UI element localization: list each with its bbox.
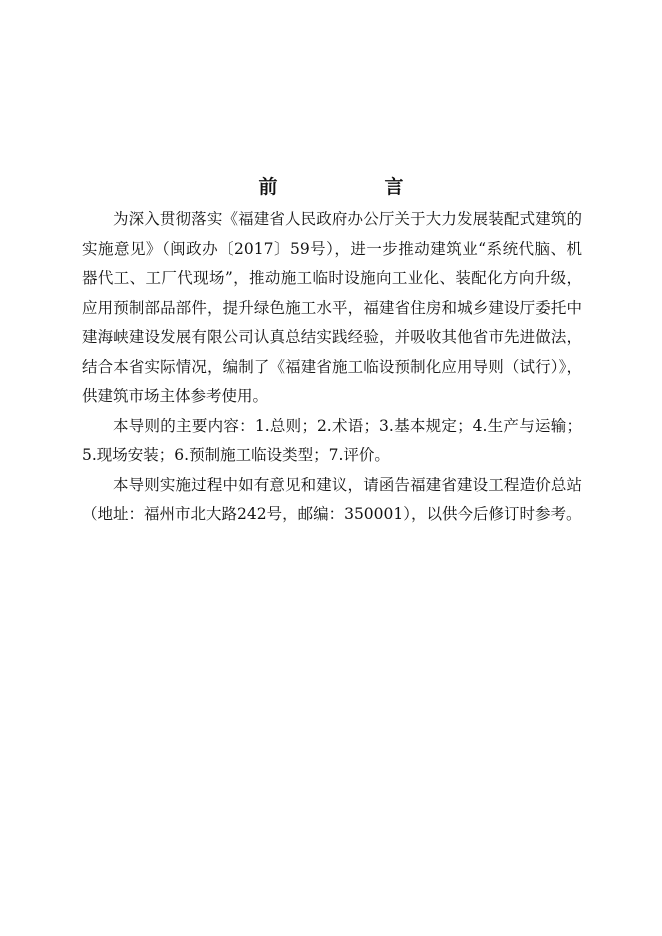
page-title: 前 言 bbox=[258, 176, 448, 198]
paragraph-feedback: 本导则实施过程中如有意见和建议，请函告福建省建设工程造价总站（地址：福州市北大路242号，邮编：350001），以供今后修订时参考。 bbox=[82, 475, 582, 523]
paragraph-intro: 为深入贯彻落实《福建省人民政府办公厅关于大力发展装配式建筑的实施意见》（闽政办〔2017〕59号），进一步推动建筑业“系统代脑、机器代工、工厂代现场”，推动施工临时设施向工业化、装配化方向升级，应用预制部品部件，提升绿色施工水平，福建省住房和城乡建设厅委托中建海峡建设发展有限公司认真总结实践经验，并吸收其他省市先进做法，结合本省实际情况，编制了《福建省施工临设预制化应用导则（试行）》，供建筑市场主体参考使用。 bbox=[82, 210, 582, 405]
paragraph-contents: 本导则的主要内容：1.总则；2.术语；3.基本规定；4.生产与运输；5.现场安装；6.预制施工临设类型；7.评价。 bbox=[82, 416, 582, 464]
body-text bbox=[82, 205, 582, 530]
